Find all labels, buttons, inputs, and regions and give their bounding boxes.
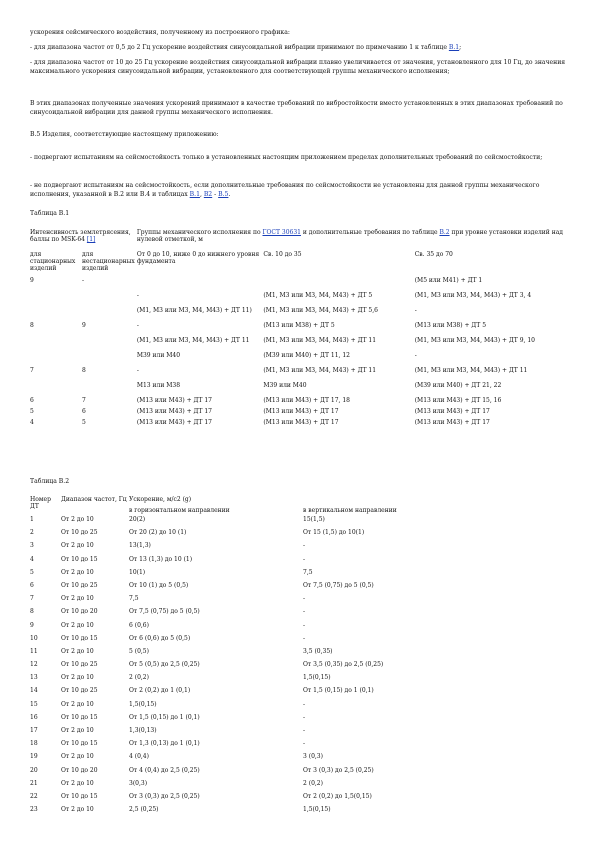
table-cell: 21 — [30, 779, 38, 787]
table-cell: От 10 (1) до 5 (0,5) — [129, 581, 189, 589]
table-cell: 3 — [30, 542, 34, 550]
header-text: Интенсивность землетрясения, баллы по MSK-64 — [30, 229, 131, 243]
table-cell: - — [303, 555, 306, 563]
table-cell — [30, 292, 82, 307]
table-b2-header-horizontal: в горизонтальном направлении — [129, 507, 230, 514]
separator: , — [199, 191, 204, 198]
table-row — [30, 635, 480, 648]
table-b1-subheader-level-10-35: Св. 10 до 35 — [263, 251, 302, 258]
table-cell: M13 или M38 — [136, 382, 181, 389]
table-cell: 22 — [30, 792, 38, 800]
link-reference-1[interactable]: [1] — [86, 236, 96, 243]
table-cell — [82, 337, 137, 352]
table-cell: - — [303, 608, 306, 616]
paragraph-section-b5: В.5 Изделия, соответствующие настоящему приложению: — [30, 131, 219, 138]
table-cell: - — [303, 727, 306, 734]
table-row — [30, 382, 575, 397]
table-cell: (M39 или M40) + ДТ 21, 22 — [414, 382, 502, 389]
table-cell: - — [303, 634, 306, 642]
table-cell: - — [136, 292, 139, 299]
table-cell: 6 (0,6) — [129, 621, 149, 629]
table-cell: (M1, M3 или M3, M4, M43) + ДТ 11) — [136, 307, 252, 314]
table-cell: 8 — [81, 367, 86, 374]
table-row — [30, 648, 480, 661]
paragraph-intro: ускорения сейсмического воздействия, полученному из построенного графика: — [30, 29, 290, 36]
table-cell: 4 — [30, 419, 34, 426]
table-cell: От 7,5 (0,75) до 5 (0,5) — [303, 581, 374, 589]
table-cell: (M13 или M43) + ДТ 17, 18 — [263, 397, 350, 404]
paragraph-tested: - подвергают испытаниям на сейсмостойкость только в установленных настоящим приложением пределах дополнительных требований по сейсмостойкости; — [30, 154, 543, 161]
table-cell: 20(2) — [129, 516, 146, 523]
table-cell: От 2 до 10 — [61, 516, 94, 523]
table-cell: 7,5 — [129, 595, 139, 603]
table-cell: 5 — [30, 568, 34, 576]
table-cell: От 10 до 25 — [61, 529, 98, 537]
table-row — [30, 397, 575, 408]
table-row — [30, 674, 480, 687]
table-row — [30, 661, 480, 674]
table-cell: От 2 (0,2) до 1 (0,1) — [129, 687, 191, 695]
table-cell: 4 — [30, 555, 34, 563]
table-row — [30, 307, 575, 322]
table-cell: 3(0,3) — [129, 779, 148, 787]
table-cell: От 6 (0,6) до 5 (0,5) — [129, 634, 191, 642]
table-cell: От 10 до 20 — [61, 608, 98, 616]
table-b1-header-groups — [137, 229, 575, 251]
table-cell: 1,5(0,15) — [303, 674, 331, 682]
table-cell: - — [303, 621, 306, 629]
table-row — [30, 322, 575, 337]
separator: - — [212, 191, 219, 198]
table-cell: 1 — [30, 516, 34, 523]
table-cell — [82, 382, 137, 397]
table-cell: 2,5 (0,25) — [129, 806, 159, 814]
table-cell: От 2 (0,2) до 1,5(0,15) — [303, 792, 372, 800]
table-cell: 4 (0,4) — [129, 753, 149, 761]
table-cell: 1,3(0,13) — [129, 727, 157, 734]
table-cell: От 3 (0,3) до 2,5 (0,25) — [303, 766, 374, 774]
table-row — [30, 727, 480, 740]
table-cell: (M13 или M43) + ДТ 17 — [136, 408, 212, 415]
table-cell: 1,5(0,15) — [303, 806, 331, 814]
table-cell: 5 (0,5) — [129, 647, 149, 655]
table-cell: (M5 или M41) + ДТ 1 — [414, 277, 483, 284]
table-cell: (M1, M3 или M3, M4, M43) + ДТ 11 — [263, 367, 377, 374]
table-cell: 20 — [30, 766, 38, 774]
table-cell: От 2 до 10 — [61, 779, 94, 787]
table-row — [30, 780, 480, 793]
table-b2-header-acceleration: Ускорение, м/с2 (g) — [129, 496, 192, 503]
table-b1-subheader-stationary: для стационарных изделий — [30, 251, 76, 272]
table-cell: 7 — [81, 397, 86, 404]
table-row — [30, 714, 480, 727]
table-cell: От 2 до 10 — [61, 806, 94, 814]
table-cell: (M13 или M43) + ДТ 17 — [263, 408, 339, 415]
table-cell: 2 (0,2) — [129, 674, 149, 682]
table-cell: (M13 или M43) + ДТ 17 — [414, 408, 490, 415]
table-b1-caption: Таблица В.1 — [30, 210, 70, 217]
table-cell: От 2 до 10 — [61, 674, 94, 682]
table-cell: От 1,5 (0,15) до 1 (0,1) — [129, 713, 200, 721]
table-cell — [82, 352, 137, 367]
table-cell: M39 или M40 — [263, 382, 307, 389]
table-cell: От 3 (0,3) до 2,5 (0,25) — [129, 792, 200, 800]
table-cell: (M1, M3 или M3, M4, M43) + ДТ 9, 10 — [414, 337, 535, 344]
table-cell: 14 — [30, 687, 38, 695]
table-cell: От 2 до 10 — [61, 568, 94, 576]
table-cell — [82, 307, 137, 322]
table-cell: - — [81, 277, 84, 284]
table-cell: От 4 (0,4) до 2,5 (0,25) — [129, 766, 200, 774]
table-cell: 5 — [81, 419, 86, 426]
table-row — [30, 556, 480, 569]
table-cell — [30, 337, 82, 352]
table-cell: (M1, M3 или M3, M4, M43) + ДТ 5 — [263, 292, 373, 299]
table-row — [30, 516, 480, 529]
header-text: и дополнительные требования по таблице — [300, 229, 440, 236]
table-cell — [30, 307, 82, 322]
table-row — [30, 740, 480, 753]
table-cell — [137, 277, 264, 292]
table-cell: От 2 до 10 — [61, 700, 94, 708]
table-cell: 8 — [30, 608, 34, 616]
table-row — [30, 753, 480, 766]
paragraph-requirements: В этих диапазонах полученные значения ускорений принимают в качестве требований по вибростойкости вместо установленных в этих диапазонах требований по синусоидальной вибрации для данной группы механического исполнения. — [30, 100, 563, 116]
paragraph-text: - не подвергают испытаниям на сейсмостойкость, если дополнительные требования по сейсмостойкости не установлены для данной группы механического исполнения, указанной в В.2 или В.4 и таблицах — [30, 182, 540, 198]
table-row — [30, 292, 575, 307]
table-cell: (M13 или M43) + ДТ 17 — [136, 397, 212, 404]
header-text: при уровне установки изделий над нулевой отметкой, м — [136, 229, 563, 243]
table-cell: (M13 или M43) + ДТ 15, 16 — [414, 397, 502, 404]
table-cell: - — [136, 322, 139, 329]
table-cell: 13 — [30, 674, 38, 682]
link-table-b1[interactable]: В.1 — [448, 44, 460, 51]
table-row — [30, 622, 480, 635]
table-cell — [263, 277, 414, 292]
table-cell: 2 — [30, 529, 34, 537]
table-cell: 3,5 (0,35) — [303, 647, 333, 655]
link-table-b2[interactable]: В.2 — [439, 229, 450, 236]
table-cell: 10(1) — [129, 568, 146, 576]
table-cell: 9 — [81, 322, 86, 329]
table-cell: От 2 до 10 — [61, 727, 94, 734]
table-cell — [82, 292, 137, 307]
table-b2-header-vertical: в вертикальном направлении — [303, 507, 397, 514]
table-b2-caption: Таблица В.2 — [30, 478, 70, 485]
table-cell: 10 — [30, 634, 38, 642]
table-cell: (M13 или M38) + ДТ 5 — [263, 322, 335, 329]
paragraph-low-frequency — [30, 43, 570, 52]
table-cell: (M1, M3 или M3, M4, M43) + ДТ 11 — [136, 337, 250, 344]
table-cell: От 5 (0,5) до 2,5 (0,25) — [129, 661, 200, 669]
table-b1-subheader-level-35-70: Св. 35 до 70 — [414, 251, 453, 258]
table-cell: От 10 до 25 — [61, 581, 98, 589]
table-cell: 6 — [81, 408, 86, 415]
table-cell: (M13 или M43) + ДТ 17 — [414, 419, 490, 426]
table-cell: От 10 до 25 — [61, 687, 98, 695]
table-cell: (M1, M3 или M3, M4, M43) + ДТ 11 — [263, 337, 377, 344]
table-b1-subheader-nonstationary: для нестационарных изделий — [81, 251, 135, 272]
table-cell: 8 — [30, 322, 34, 329]
table-cell: (M13 или M38) + ДТ 5 — [414, 322, 487, 329]
table-cell: От 1,5 (0,15) до 1 (0,1) — [303, 687, 374, 695]
table-row — [30, 529, 480, 542]
table-cell: 1,5(0,15) — [129, 700, 157, 708]
table-cell: 6 — [30, 397, 34, 404]
table-b1-subheader-level-0-10: От 0 до 10, ниже 0 до нижнего уровня фундамента — [136, 251, 260, 265]
table-cell: M39 или M40 — [136, 352, 181, 359]
table-cell: (M13 или M43) + ДТ 17 — [263, 419, 339, 426]
table-row — [30, 337, 575, 352]
table-row — [30, 277, 575, 292]
table-cell: От 2 до 10 — [61, 542, 94, 550]
paragraph-not-tested — [30, 181, 570, 199]
table-cell: От 10 до 15 — [61, 634, 98, 642]
paragraph-end: ; — [459, 44, 462, 51]
table-row — [30, 806, 480, 819]
table-cell: От 2 до 10 — [61, 647, 94, 655]
paragraph-high-frequency: - для диапазона частот от 10 до 25 Гц ускорение воздействия синусоидальной вибрации плавно увеличивается от значения, установленного для 10 Гц, до значения максимального ускорения синусоидальной вибрации, установленного для соответствующей группы механического исполнения; — [30, 59, 566, 75]
table-cell: 7,5 — [303, 568, 313, 576]
table-cell: 2 (0,2) — [303, 779, 323, 787]
table-row — [30, 542, 480, 555]
table-cell: 17 — [30, 727, 38, 734]
table-row — [30, 767, 480, 780]
table-cell: От 7,5 (0,75) до 5 (0,5) — [129, 608, 200, 616]
table-cell: От 15 (1,5) до 10(1) — [303, 529, 365, 537]
table-cell: (M39 или M40) + ДТ 11, 12 — [263, 352, 350, 359]
header-text: Группы механического исполнения по — [136, 229, 263, 236]
paragraph-text: - для диапазона частот от 0,5 до 2 Гц ускорение воздействия синусоидальной вибрации принимают по примечанию 1 к таблице — [30, 44, 449, 51]
table-cell: 19 — [30, 753, 38, 761]
table-cell: От 10 до 15 — [61, 713, 98, 721]
table-cell: От 20 (2) до 10 (1) — [129, 529, 187, 537]
table-row — [30, 367, 575, 382]
table-cell: 5 — [30, 408, 34, 415]
table-cell: От 1,3 (0,13) до 1 (0,1) — [129, 740, 200, 748]
paragraph-end: . — [228, 191, 231, 198]
table-cell: - — [303, 713, 306, 721]
table-cell: От 10 до 15 — [61, 792, 98, 800]
link-table-b1[interactable]: В.1 — [189, 191, 200, 198]
table-cell: 23 — [30, 806, 38, 814]
table-b2 — [30, 496, 480, 819]
table-row — [30, 608, 480, 621]
table-b1 — [30, 229, 575, 430]
table-cell: 9 — [30, 277, 34, 284]
table-cell: - — [303, 595, 306, 603]
table-cell: От 13 (1,3) до 10 (1) — [129, 555, 193, 563]
table-cell: 11 — [30, 647, 38, 655]
table-cell — [30, 382, 82, 397]
table-cell: От 10 до 15 — [61, 555, 98, 563]
table-cell: От 10 до 25 — [61, 661, 98, 669]
table-cell: 13(1,3) — [129, 542, 151, 550]
table-row — [30, 595, 480, 608]
table-cell: 6 — [30, 581, 34, 589]
table-cell: (M13 или M43) + ДТ 17 — [136, 419, 212, 426]
table-cell: От 10 до 15 — [61, 740, 98, 748]
link-table-b5[interactable]: В.5 — [218, 191, 229, 198]
table-cell: (M1, M3 или M3, M4, M43) + ДТ 11 — [414, 367, 528, 374]
table-cell: От 3,5 (0,35) до 2,5 (0,25) — [303, 661, 384, 669]
table-row — [30, 408, 575, 419]
table-cell: 9 — [30, 621, 34, 629]
table-row — [30, 687, 480, 700]
table-cell: От 2 до 10 — [61, 595, 94, 603]
table-row — [30, 701, 480, 714]
table-cell: 12 — [30, 661, 38, 669]
table-cell: (M1, M3 или M3, M4, M43) + ДТ 5,6 — [263, 307, 378, 314]
table-cell: От 2 до 10 — [61, 621, 94, 629]
table-cell: - — [303, 542, 306, 550]
table-row — [30, 582, 480, 595]
table-b2-header-frequency: Диапазон частот, Гц — [61, 496, 127, 503]
table-cell: - — [414, 352, 417, 359]
table-cell: 15(1,5) — [303, 516, 325, 523]
table-b1-header-intensity — [30, 229, 137, 251]
table-cell: - — [136, 367, 139, 374]
table-cell: 7 — [30, 595, 34, 603]
link-table-b2[interactable]: В2 — [203, 191, 213, 198]
table-cell: 15 — [30, 700, 38, 708]
table-cell: - — [414, 307, 417, 314]
table-row — [30, 419, 575, 430]
table-cell: 3 (0,3) — [303, 753, 323, 761]
table-row — [30, 793, 480, 806]
table-cell: (M1, M3 или M3, M4, M43) + ДТ 3, 4 — [414, 292, 532, 299]
table-cell — [30, 352, 82, 367]
table-cell: - — [303, 740, 306, 748]
table-row — [30, 352, 575, 367]
table-cell: - — [303, 700, 306, 708]
table-cell: 18 — [30, 740, 38, 748]
table-b2-header-number: Номер ДТ — [30, 496, 51, 510]
table-cell: От 2 до 10 — [61, 753, 94, 761]
link-gost-30631[interactable]: ГОСТ 30631 — [262, 229, 301, 236]
table-cell: 16 — [30, 713, 38, 721]
table-cell: От 10 до 20 — [61, 766, 98, 774]
table-row — [30, 569, 480, 582]
table-cell: 7 — [30, 367, 34, 374]
